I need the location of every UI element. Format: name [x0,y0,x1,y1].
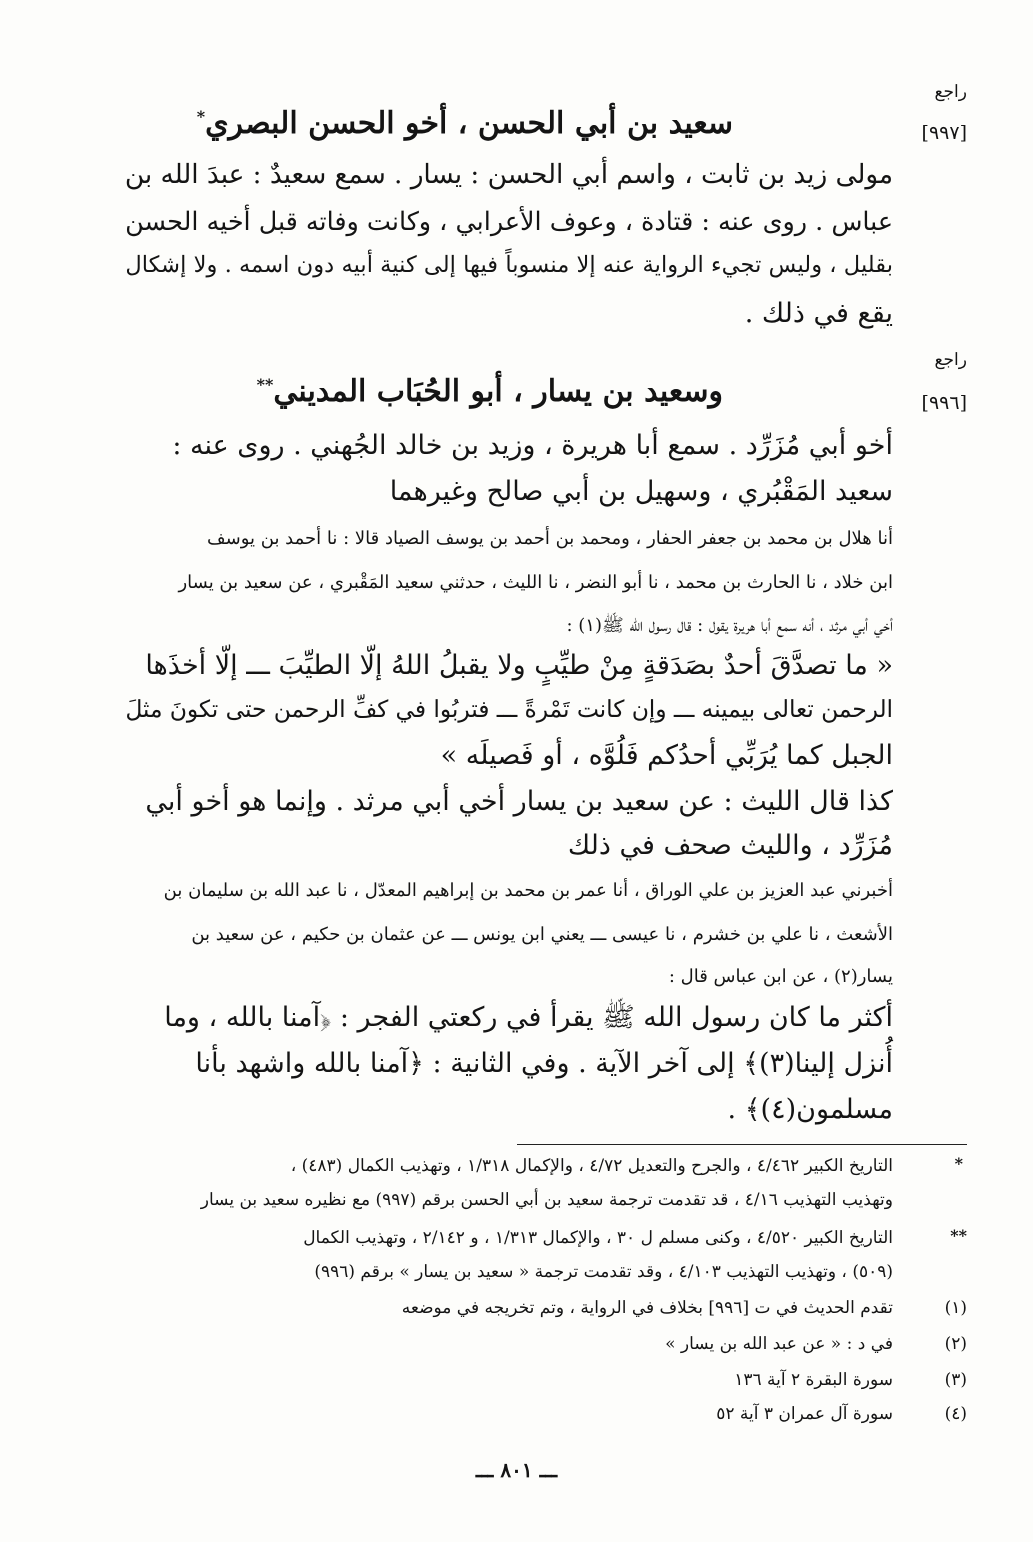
body-line: مولى زيد بن ثابت ، واسم أبي الحسن : يسار . سمع سعيدٌ : عبدَ الله بن [124,160,893,190]
title-footnote-marker: ** [256,375,274,394]
entry-title-text: وسعيد بن يسار ، أبو الحُبَاب المديني [273,374,723,409]
comment-line: كذا قال الليث : عن سعيد بن يسار أخي أبي مرثد . وإنما هو أخو أبي [145,786,893,817]
footnote-line: سورة آل عمران ٣ آية ٥٢ [716,1404,893,1424]
body-line: بقليل ، وليس تجيء الرواية عنه إلا منسوباً فيها إلى كنية أبيه دون اسمه . ولا إشكال [125,252,893,278]
footnote-number: (٤) [944,1404,967,1424]
margin-note: راجع [934,350,967,370]
footnote-number: (٣) [944,1370,967,1390]
hadith-line: أكثر ما كان رسول الله ﷺ يقرأ في ركعتي الفجر : ﴿آمنا بالله ، وما [164,1002,893,1033]
comment-line: مُزَرِّد ، والليث صحف في ذلك [567,830,893,861]
hadith-line: « ما تصدَّقَ أحدٌ بصَدَقةٍ مِنْ طيِّبٍ ولا يقبلُ اللهُ إلّا الطيِّبَ ـــ إلّا أخذَها [145,650,893,681]
footnote-mark: * [954,1154,963,1173]
title-footnote-marker: * [196,107,206,126]
entry-number: [٩٩٧] [921,122,967,144]
margin-note: راجع [934,82,967,102]
footnote-line: (٥٠٩) ، وتهذيب التهذيب ٤/١٠٣ ، وقد تقدمت ترجمة « سعيد بن يسار » برقم (٩٩٦) [314,1262,893,1282]
footnote-mark: ** [950,1226,967,1245]
body-line: عباس . روى عنه : قتادة ، وعوف الأعرابي ، وكانت وفاته قبل أخيه الحسن [125,206,893,236]
footnote-separator [517,1144,967,1145]
isnad-line: أخبرني عبد العزيز بن علي الوراق ، أنا عمر بن محمد بن إبراهيم المعدّل ، نا عبد الله بن سليمان بن [163,880,893,901]
body-line: سعيد المَقْبُري ، وسهيل بن أبي صالح وغيرهما [389,476,893,507]
body-line: يقع في ذلك . [744,298,893,329]
entry-title [257,374,723,409]
footnote-line: التاريخ الكبير ٤/٤٦٢ ، والجرح والتعديل ٤/٧٢ ، والإكمال ١/٣١٨ ، وتهذيب الكمال (٤٨٣) ، [290,1156,893,1176]
isnad-line: أنا هلال بن محمد بن جعفر الحفار ، ومحمد بن أحمد بن يوسف الصياد قالا : نا أحمد بن يوسف [207,528,893,549]
hadith-line: الرحمن تعالى بيمينه ـــ وإن كانت تَمْرةً ـــ فتربُوا في كفِّ الرحمن حتى تكونَ مثلَ [125,696,893,723]
entry-title-text: سعيد بن أبي الحسن ، أخو الحسن البصري [205,106,733,141]
footnote-line: التاريخ الكبير ٤/٥٢٠ ، وكنى مسلم ل ٣٠ ، والإكمال ١/٣١٣ ، و ٢/١٤٢ ، وتهذيب الكمال [303,1228,893,1248]
isnad-line: الأشعث ، نا علي بن خشرم ، نا عيسى ـــ يعني ابن يونس ـــ عن عثمان بن حكيم ، عن سعيد بن [191,924,893,945]
isnad-line: أخي أبي مرثد ، أنه سمع أبا هريرة يقول : قال رسول الله ﷺ(١) : [566,615,893,636]
footnote-line: تقدم الحديث في ت [٩٩٦] بخلاف في الرواية ، وتم تخريجه في موضعه [401,1298,893,1318]
hadith-line: أُنزل إلينا(٣)﴾ إلى آخر الآية . وفي الثانية : ﴿آمنا بالله واشهد بأنا [195,1048,893,1079]
footnote-line: سورة البقرة ٢ آية ١٣٦ [734,1370,893,1390]
hadith-line: مسلمون(٤)﴾ . [727,1094,893,1125]
body-line: أخو أبي مُزَرِّد . سمع أبا هريرة ، وزيد بن خالد الجُهني . روى عنه : [172,430,893,461]
isnad-line: ابن خلاد ، نا الحارث بن محمد ، نا أبو النضر ، نا الليث ، حدثني سعيد المَقْبري ، عن سعيد بن يسار [178,572,893,593]
hadith-line: الجبل كما يُرَبِّي أحدُكم فَلُوَّه ، أو فَصيلَه » [440,740,893,771]
footnote-number: (٢) [944,1334,967,1354]
entry-title [197,106,733,141]
page-number: ـــ ٨٠١ ـــ [475,1458,558,1482]
entry-number: [٩٩٦] [921,392,967,414]
footnote-line: وتهذيب التهذيب ٤/١٦ ، قد تقدمت ترجمة سعيد بن أبي الحسن برقم (٩٩٧) مع نظيره سعيد بن يسار [200,1190,893,1210]
isnad-line: يسار(٢) ، عن ابن عباس قال : [668,966,893,987]
footnote-line: في د : « عن عبد الله بن يسار » [665,1334,893,1354]
footnote-number: (١) [944,1298,967,1318]
